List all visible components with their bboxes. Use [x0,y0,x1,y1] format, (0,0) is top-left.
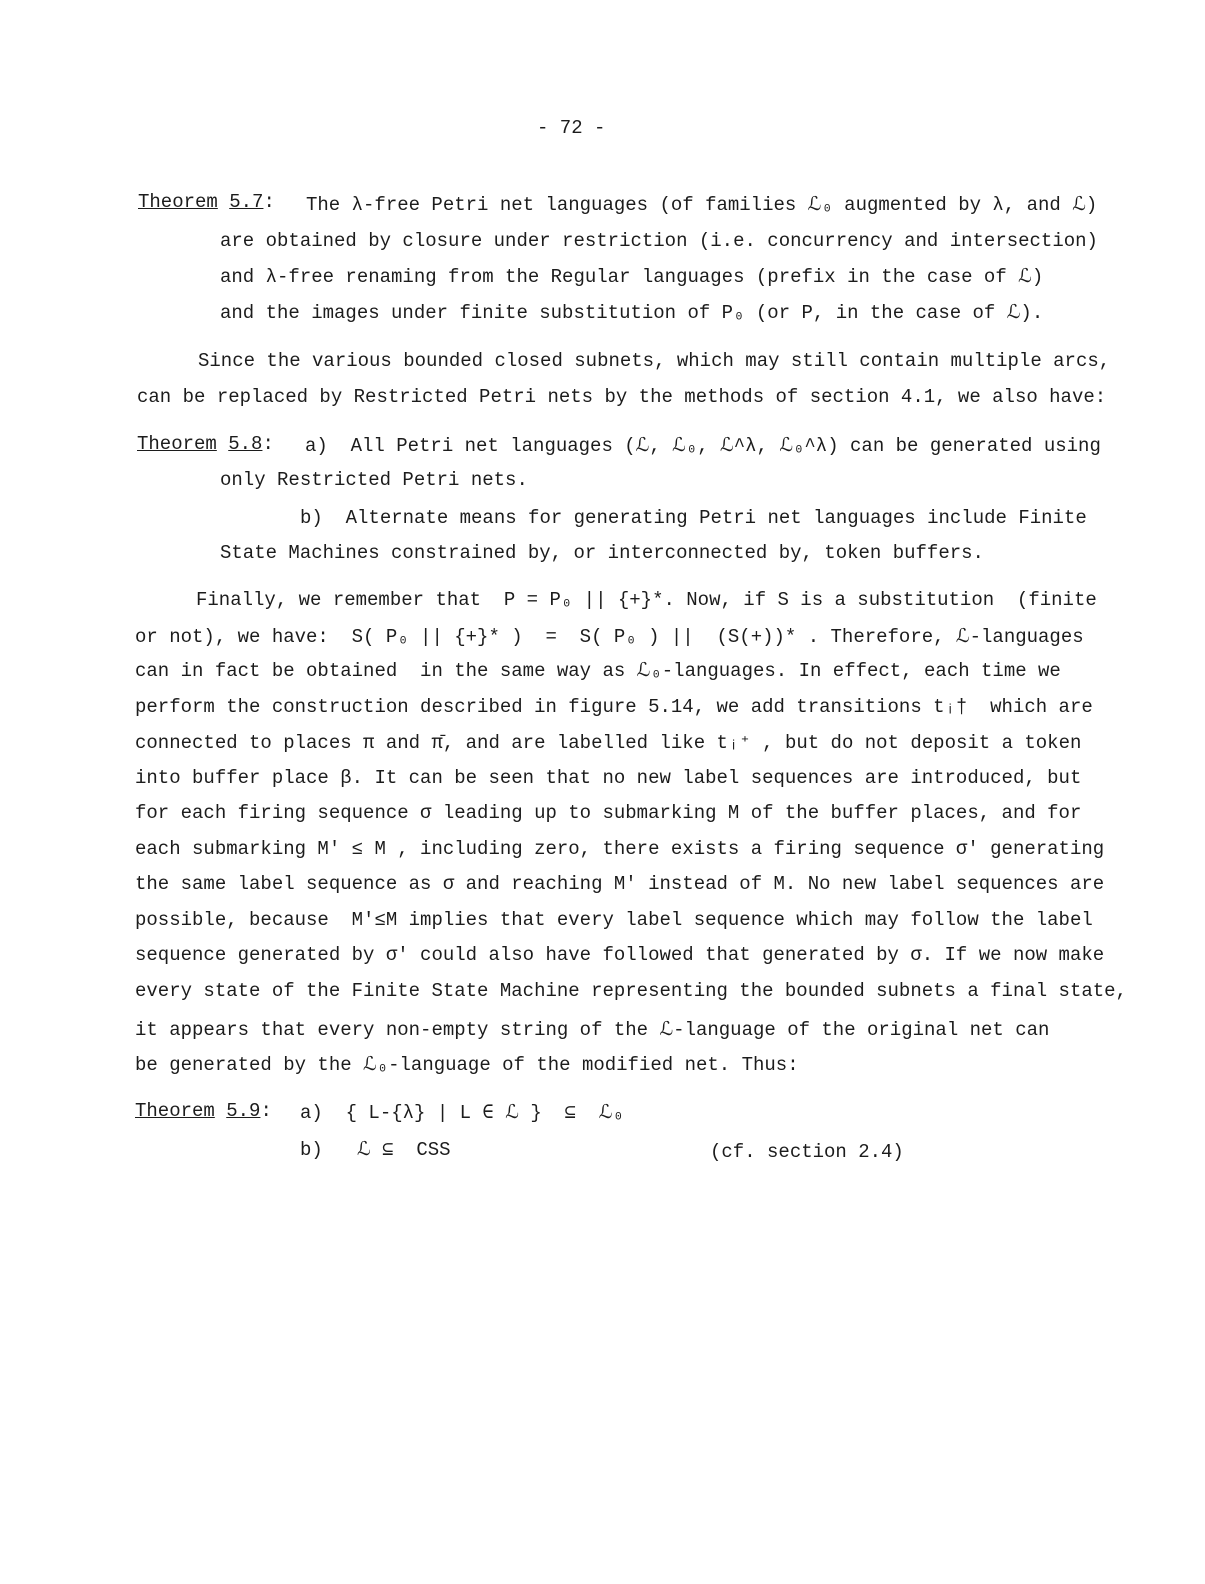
paragraph-2-line-3: can in fact be obtained in the same way as ℒ₀-languages. In effect, each time we [135,660,1061,682]
paragraph-2-line-8: each submarking M' ≤ M , including zero, there exists a firing sequence σ' generating [135,838,1105,860]
theorem-label: Theorem [138,191,218,213]
paragraph-1-line-1: Since the various bounded closed subnets, which may still contain multiple arcs, [198,350,1111,372]
paragraph-2-line-5: connected to places π and π̄, and are labelled like tᵢ⁺ , but do not deposit a token [135,732,1082,754]
paragraph-2-line-6: into buffer place β. It can be seen that no new label sequences are introduced, but [135,767,1082,789]
theorem-5-8-heading: Theorem 5.8: [137,433,274,455]
theorem-label: Theorem [135,1100,215,1122]
paragraph-2-line-7: for each firing sequence σ leading up to submarking M of the buffer places, and for [135,802,1082,824]
theorem-5-9-part-b: b) ℒ ⊆ CSS [300,1139,451,1161]
paragraph-2-line-9: the same label sequence as σ and reaching M' instead of M. No new label sequences are [135,873,1105,895]
theorem-5-9-part-a: a) { L-{λ} | L ∈ ℒ } ⊆ ℒ₀ [300,1102,624,1124]
theorem-5-7-line-1: The λ-free Petri net languages (of families ℒ₀ augmented by λ, and ℒ) [306,194,1098,216]
theorem-5-7-line-4: and the images under finite substitution of P₀ (or P, in the case of ℒ). [220,302,1044,324]
theorem-5-9-reference: (cf. section 2.4) [710,1141,904,1163]
paragraph-2-line-11: sequence generated by σ' could also have followed that generated by σ. If we now make [135,944,1105,966]
paragraph-2-line-1: Finally, we remember that P = P₀ || {+}*. Now, if S is a substitution (finite [196,589,1097,611]
paragraph-2-line-14: be generated by the ℒ₀-language of the modified net. Thus: [135,1054,799,1076]
theorem-5-8-line-4: State Machines constrained by, or interconnected by, token buffers. [220,542,984,564]
paragraph-2-line-12: every state of the Finite State Machine representing the bounded subnets a final state, [135,980,1127,1002]
theorem-5-7-line-2: are obtained by closure under restriction (i.e. concurrency and intersection) [220,230,1098,252]
page-number: - 72 - [537,117,606,139]
theorem-number: 5.8 [228,433,263,455]
paragraph-2-line-4: perform the construction described in figure 5.14, we add transitions tᵢ† which are [135,696,1093,718]
theorem-5-8-line-1: a) All Petri net languages (ℒ, ℒ₀, ℒ^λ, ℒ₀^λ) can be generated using [305,435,1101,457]
theorem-label: Theorem [137,433,217,455]
theorem-5-8-line-3: b) Alternate means for generating Petri net languages include Finite [300,507,1087,529]
theorem-number: 5.9 [226,1100,261,1122]
theorem-5-7-heading: Theorem 5.7: [138,191,275,213]
theorem-5-9-heading: Theorem 5.9: [135,1100,272,1122]
paragraph-2-line-2: or not), we have: S( P₀ || {+}* ) = S( P₀ ) || (S(+))* . Therefore, ℒ-languages [135,626,1084,648]
theorem-5-8-line-2: only Restricted Petri nets. [220,469,528,491]
theorem-5-7-line-3: and λ-free renaming from the Regular languages (prefix in the case of ℒ) [220,266,1044,288]
paragraph-2-line-13: it appears that every non-empty string of the ℒ-language of the original net can [135,1019,1050,1041]
paragraph-2-line-10: possible, because M'≤M implies that every label sequence which may follow the label [135,909,1093,931]
theorem-number: 5.7 [229,191,264,213]
paragraph-1-line-2: can be replaced by Restricted Petri nets by the methods of section 4.1, we also have: [137,386,1107,408]
